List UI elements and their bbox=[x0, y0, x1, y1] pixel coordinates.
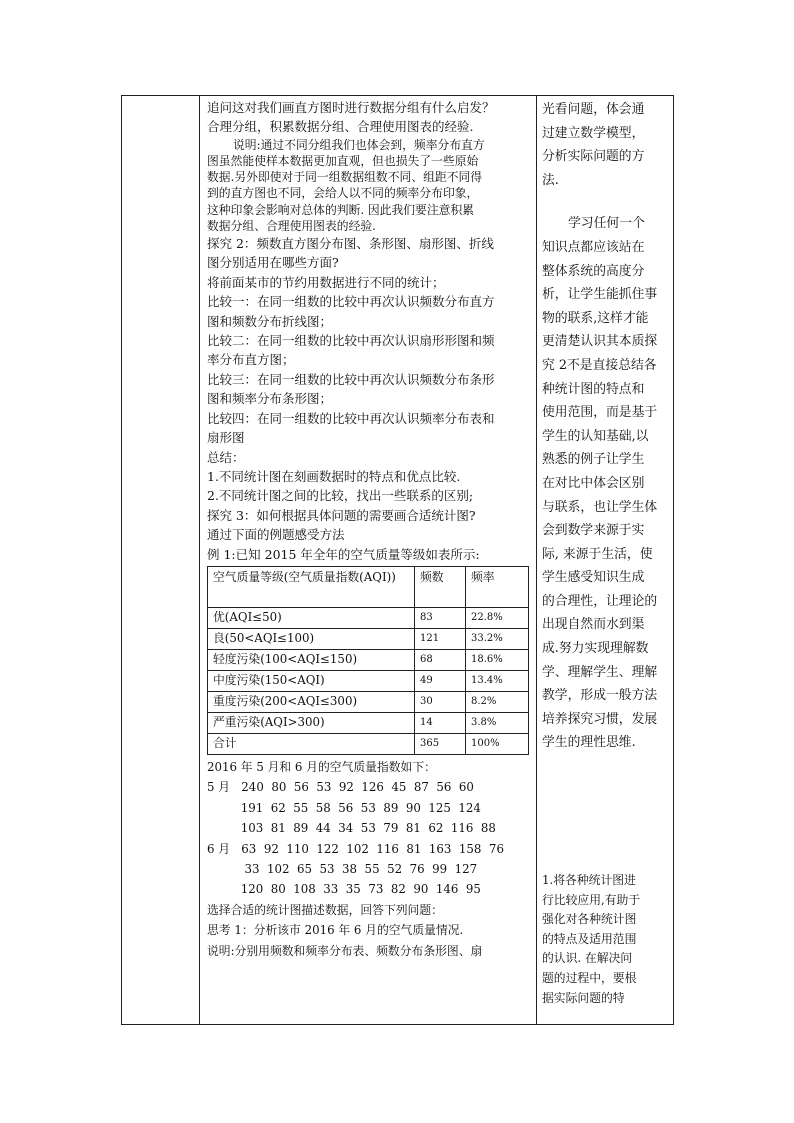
text-line: 题的过程中，要根 bbox=[542, 970, 637, 985]
table-cell: 365 bbox=[415, 733, 466, 754]
table-cell: 121 bbox=[415, 628, 466, 649]
text-line: 数据.另外即使对于同一组数据组数不同、组距不同得 bbox=[207, 170, 483, 185]
text-line: 率分布直方图； bbox=[207, 352, 295, 368]
table-cell: 中度污染(150<AQI) bbox=[208, 670, 415, 691]
text-line: 使用范围，而是基于 bbox=[542, 405, 658, 421]
table-row bbox=[208, 607, 529, 628]
comment-block-1 bbox=[542, 98, 670, 192]
table-cell: 轻度污染(100<AQI≤150) bbox=[208, 649, 415, 670]
text-line: 说明:通过不同分组我们也体会到，频率分布直方 bbox=[233, 137, 485, 152]
table-row bbox=[208, 670, 529, 691]
text-line: 在对比中体会区别 bbox=[542, 475, 645, 491]
text-line: 5 月 240 80 56 53 92 126 45 87 56 60 bbox=[207, 780, 474, 795]
text-line: 知识点都应该站在 bbox=[542, 239, 645, 255]
aqi-data-block bbox=[207, 757, 534, 961]
text-line: 扇形图 bbox=[207, 430, 245, 446]
text-line: 会到数学来源于实 bbox=[542, 523, 645, 539]
text-line: 图虽然能使样本数据更加直观，但也损失了一些原始 bbox=[207, 154, 479, 169]
text-line: 学、理解学生、理解 bbox=[542, 664, 658, 680]
text-line: 物的联系,这样才能 bbox=[542, 310, 649, 326]
table-cell: 22.8% bbox=[466, 607, 529, 628]
table-cell: 良(50<AQI≤100) bbox=[208, 628, 415, 649]
text-line: 图和频数分布折线图； bbox=[207, 313, 333, 329]
table-cell: 13.4% bbox=[466, 670, 529, 691]
text-line: 学生的认知基础,以 bbox=[542, 428, 649, 444]
text-line: 1.不同统计图在刻画数据时的特点和优点比较. bbox=[207, 468, 461, 484]
text-line: 这种印象会影响对总体的判断. 因此我们要注意积累 bbox=[207, 202, 475, 217]
text-line: 分析实际问题的方 bbox=[542, 149, 645, 165]
text-line: 际, 来源于生活，使 bbox=[542, 546, 653, 562]
table-cell: 33.2% bbox=[466, 628, 529, 649]
table-row bbox=[208, 649, 529, 670]
text-line: 行比较应用,有助于 bbox=[542, 892, 641, 907]
text-line: 的认识. 在解决问 bbox=[542, 951, 633, 966]
table-cell: 30 bbox=[415, 691, 466, 712]
text-line: 120 80 108 33 35 73 82 90 146 95 bbox=[207, 882, 481, 897]
text-line: 比较二：在同一组数的比较中再次认识扇形形图和频 bbox=[207, 333, 495, 349]
table-header-cell: 空气质量等级(空气质量指数(AQI)) bbox=[208, 566, 415, 607]
table-cell: 49 bbox=[415, 670, 466, 691]
table-cell: 合计 bbox=[208, 733, 415, 754]
text-line: 103 81 89 44 34 53 79 81 62 116 88 bbox=[207, 821, 496, 836]
text-line: 过建立数学模型， bbox=[542, 125, 645, 141]
table-row bbox=[208, 712, 529, 733]
column-divider-2 bbox=[536, 96, 537, 1024]
table-header-cell: 频率 bbox=[466, 566, 529, 607]
text-line: 1.将各种统计图进 bbox=[542, 873, 636, 887]
middle-column bbox=[207, 98, 534, 961]
text-line: 图和频率分布条形图； bbox=[207, 391, 333, 407]
text-line: 教学，形成一般方法 bbox=[542, 688, 658, 704]
column-divider-1 bbox=[199, 96, 200, 1024]
lesson-table bbox=[121, 95, 674, 1025]
text-line: 说明:分别用频数和频率分布表、频数分布条形图、扇 bbox=[207, 943, 483, 958]
text-line: 探究 3：如何根据具体问题的需要画合适统计图? bbox=[207, 507, 476, 523]
text-line: 数据分组、合理使用图表的经验. bbox=[207, 218, 376, 233]
note-block bbox=[207, 137, 534, 234]
comment-block-2 bbox=[542, 212, 670, 755]
text-line: 出现自然而水到渠 bbox=[542, 617, 645, 633]
text-line: 总结： bbox=[207, 449, 245, 465]
text-line: 与联系，也让学生体 bbox=[542, 499, 658, 515]
table-cell: 8.2% bbox=[466, 691, 529, 712]
text-line: 学生的理性思维. bbox=[542, 735, 636, 751]
text-line: 成.努力实现理解数 bbox=[542, 641, 649, 657]
text-line: 光看问题，体会通 bbox=[542, 102, 645, 117]
text-line: 33 102 65 53 38 55 52 76 99 127 bbox=[207, 861, 478, 876]
text-line: 种统计图的特点和 bbox=[542, 381, 645, 397]
text-line: 到的直方图也不同，会给人以不同的频率分布印象， bbox=[207, 186, 479, 201]
text-line: 整体系统的高度分 bbox=[542, 263, 645, 279]
text-line: 熟悉的例子让学生 bbox=[542, 452, 645, 468]
table-header-cell: 频数 bbox=[415, 566, 466, 607]
table-header-row bbox=[208, 566, 529, 607]
aqi-table bbox=[207, 566, 529, 755]
table-row bbox=[208, 691, 529, 712]
text-line: 例 1:已知 2015 年全年的空气质量等级如表所示: bbox=[207, 546, 480, 562]
comment-block-3 bbox=[542, 871, 640, 1008]
table-row bbox=[208, 733, 529, 754]
text-line: 比较三：在同一组数的比较中再次认识频数分布条形 bbox=[207, 371, 495, 387]
text-line: 据实际问题的特 bbox=[542, 990, 625, 1005]
table-cell: 18.6% bbox=[466, 649, 529, 670]
text-line: 比较四：在同一组数的比较中再次认识频率分布表和 bbox=[207, 410, 495, 426]
text-line: 通过下面的例题感受方法 bbox=[207, 527, 345, 543]
text-line: 图分别适用在哪些方面? bbox=[207, 255, 339, 271]
table-cell: 83 bbox=[415, 607, 466, 628]
text-line: 探究 2：频数直方图分布图、条形图、扇形图、折线 bbox=[207, 236, 494, 252]
text-line: 学习任何一个 bbox=[568, 216, 645, 232]
text-line: 选择合适的统计图描述数据，回答下列问题： bbox=[207, 902, 443, 917]
text-line: 的特点及适用范围 bbox=[542, 931, 637, 946]
text-line: 将前面某市的节约用数据进行不同的统计； bbox=[207, 274, 445, 290]
table-row bbox=[208, 628, 529, 649]
text-line: 更清楚认识其本质探 bbox=[542, 334, 658, 350]
table-cell: 3.8% bbox=[466, 712, 529, 733]
text-line: 析，让学生能抓住事 bbox=[542, 287, 658, 303]
text-line: 2.不同统计图之间的比较，找出一些联系的区别; bbox=[207, 488, 474, 504]
table-cell: 14 bbox=[415, 712, 466, 733]
text-line: 2016 年 5 月和 6 月的空气质量指数如下： bbox=[207, 759, 436, 774]
table-cell: 100% bbox=[466, 733, 529, 754]
table-cell: 严重污染(AQI>300) bbox=[208, 712, 415, 733]
text-line: 的合理性，让理论的 bbox=[542, 593, 658, 609]
text-line: 合理分组，积累数据分组、合理使用图表的经验. bbox=[207, 119, 474, 135]
text-line: 思考 1：分析该市 2016 年 6 月的空气质量情况. bbox=[207, 923, 464, 938]
text-line: 比较一：在同一组数的比较中再次认识频数分布直方 bbox=[207, 294, 495, 310]
text-line: 191 62 55 58 56 53 89 90 125 124 bbox=[207, 800, 481, 815]
text-line: 6 月 63 92 110 122 102 116 81 163 158 76 bbox=[207, 841, 504, 856]
text-line: 强化对各种统计图 bbox=[542, 912, 637, 927]
text-line: 学生感受知识生成 bbox=[542, 570, 645, 586]
text-line: 追问这对我们画直方图时进行数据分组有什么启发？ bbox=[207, 100, 495, 115]
text-line: 法. bbox=[542, 172, 559, 188]
table-cell: 68 bbox=[415, 649, 466, 670]
text-line: 究 2不是直接总结各 bbox=[542, 357, 657, 373]
table-cell: 优(AQI≤50) bbox=[208, 607, 415, 628]
text-line: 培养探究习惯，发展 bbox=[542, 711, 658, 727]
right-column bbox=[542, 98, 670, 1005]
table-cell: 重度污染(200<AQI≤300) bbox=[208, 691, 415, 712]
